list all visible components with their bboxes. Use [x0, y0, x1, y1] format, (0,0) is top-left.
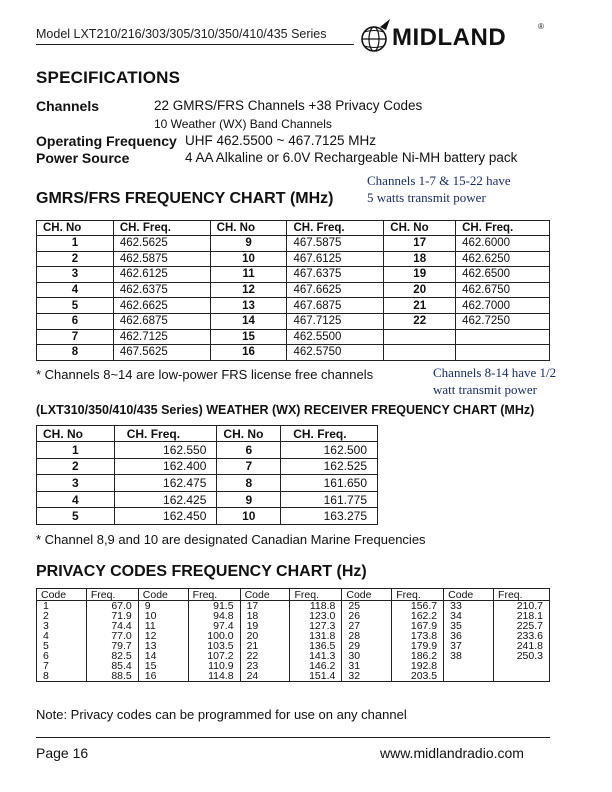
privacy-frequency: 123.0	[290, 611, 342, 621]
channel-number: 3	[37, 475, 115, 492]
table-row	[37, 475, 378, 492]
annotation-line: 5 watts transmit power	[367, 190, 486, 205]
channel-frequency: 467.5875	[287, 236, 384, 252]
privacy-frequency: 77.0	[86, 631, 138, 641]
table-row	[37, 267, 550, 283]
channels-value: 22 GMRS/FRS Channels +38 Privacy Codes	[154, 98, 423, 113]
power-source-value: 4 AA Alkaline or 6.0V Rechargeable Ni-MH battery pack	[185, 150, 518, 165]
privacy-code: 17	[240, 601, 290, 612]
column-header: CH. Freq.	[114, 426, 217, 442]
privacy-frequency: 97.4	[188, 621, 240, 631]
privacy-frequency: 100.0	[188, 631, 240, 641]
table-row	[37, 236, 550, 252]
privacy-frequency: 94.8	[188, 611, 240, 621]
channel-number: 18	[384, 251, 456, 267]
channel-frequency: 162.450	[114, 508, 217, 525]
channel-number: 9	[217, 491, 281, 508]
privacy-frequency: 151.4	[290, 671, 342, 682]
table-row	[37, 251, 550, 267]
table-row	[37, 458, 378, 475]
privacy-frequency: 225.7	[494, 621, 550, 631]
privacy-frequency	[494, 671, 550, 682]
gmrs-frequency-table	[36, 220, 550, 361]
channel-number	[384, 329, 456, 345]
channel-number: 12	[210, 282, 287, 298]
privacy-frequency: 218.1	[494, 611, 550, 621]
privacy-code: 32	[342, 671, 392, 682]
model-series-title: Model LXT210/216/303/305/310/350/410/435 Series	[36, 27, 327, 41]
column-header: CH. No	[384, 221, 456, 236]
privacy-frequency: 233.6	[494, 631, 550, 641]
channel-frequency: 462.6000	[456, 236, 550, 252]
channel-number: 1	[37, 442, 115, 459]
column-header: CH. No	[217, 426, 281, 442]
column-header: Code	[444, 589, 494, 601]
channel-frequency: 162.500	[281, 442, 378, 459]
weather-footnote: * Channel 8,9 and 10 are designated Canadian Marine Frequencies	[36, 532, 426, 547]
privacy-frequency: 179.9	[392, 641, 444, 651]
channel-number: 2	[37, 251, 114, 267]
column-header: CH. No	[37, 426, 115, 442]
channel-number: 15	[210, 329, 287, 345]
privacy-code: 33	[444, 601, 494, 612]
channel-frequency: 462.6125	[113, 267, 210, 283]
column-header: Code	[240, 589, 290, 601]
privacy-frequency: 162.2	[392, 611, 444, 621]
privacy-frequency: 85.4	[86, 661, 138, 671]
channel-frequency: 462.5500	[287, 329, 384, 345]
table-header-row	[37, 221, 550, 236]
privacy-code: 16	[138, 671, 188, 682]
table-row	[37, 298, 550, 314]
channel-number: 8	[37, 345, 114, 361]
channel-number: 13	[210, 298, 287, 314]
channel-number: 11	[210, 267, 287, 283]
column-header: Code	[138, 589, 188, 601]
privacy-frequency: 141.3	[290, 651, 342, 661]
column-header: Code	[342, 589, 392, 601]
column-header: Freq.	[290, 589, 342, 601]
annotation-line: watt transmit power	[433, 382, 537, 397]
privacy-code: 1	[37, 601, 87, 612]
privacy-code: 4	[37, 631, 87, 641]
privacy-frequency: 71.9	[86, 611, 138, 621]
table-header-row	[37, 426, 378, 442]
channel-number: 19	[384, 267, 456, 283]
channel-frequency: 467.6375	[287, 267, 384, 283]
column-header: Freq.	[494, 589, 550, 601]
privacy-code: 31	[342, 661, 392, 671]
channel-frequency: 462.5625	[113, 236, 210, 252]
channel-number: 10	[210, 251, 287, 267]
privacy-frequency: 110.9	[188, 661, 240, 671]
column-header: CH. No	[210, 221, 287, 236]
channel-frequency: 162.475	[114, 475, 217, 492]
column-header: Freq.	[86, 589, 138, 601]
privacy-frequency: 186.2	[392, 651, 444, 661]
channel-number: 1	[37, 236, 114, 252]
channel-frequency: 467.5625	[113, 345, 210, 361]
channel-number: 3	[37, 267, 114, 283]
channel-frequency: 467.6875	[287, 298, 384, 314]
privacy-frequency: 156.7	[392, 601, 444, 612]
low-power-annotation	[433, 364, 556, 398]
power-source-label: Power Source	[36, 150, 130, 166]
privacy-code: 15	[138, 661, 188, 671]
channel-frequency	[456, 329, 550, 345]
header-divider	[36, 44, 354, 45]
privacy-code: 27	[342, 621, 392, 631]
channel-frequency: 467.7125	[287, 313, 384, 329]
weather-frequency-table	[36, 425, 378, 525]
privacy-code	[444, 671, 494, 682]
channel-frequency: 462.6750	[456, 282, 550, 298]
table-row	[37, 671, 550, 682]
privacy-frequency: 114.8	[188, 671, 240, 682]
privacy-code: 12	[138, 631, 188, 641]
privacy-code: 21	[240, 641, 290, 651]
privacy-code: 9	[138, 601, 188, 612]
privacy-code: 5	[37, 641, 87, 651]
channel-number: 21	[384, 298, 456, 314]
table-row	[37, 442, 378, 459]
privacy-frequency: 103.5	[188, 641, 240, 651]
privacy-frequency: 79.7	[86, 641, 138, 651]
privacy-code: 20	[240, 631, 290, 641]
privacy-code: 26	[342, 611, 392, 621]
privacy-frequency: 146.2	[290, 661, 342, 671]
channel-number: 9	[210, 236, 287, 252]
channel-frequency: 462.6500	[456, 267, 550, 283]
gmrs-chart-heading: GMRS/FRS FREQUENCY CHART (MHz)	[36, 190, 334, 207]
channel-number: 4	[37, 491, 115, 508]
channels-label: Channels	[36, 98, 100, 114]
privacy-code: 22	[240, 651, 290, 661]
privacy-code: 2	[37, 611, 87, 621]
table-row	[37, 329, 550, 345]
privacy-code: 3	[37, 621, 87, 631]
column-header: CH. No	[37, 221, 114, 236]
privacy-code: 37	[444, 641, 494, 651]
privacy-frequency: 107.2	[188, 651, 240, 661]
channel-frequency: 462.6875	[113, 313, 210, 329]
channel-frequency: 162.550	[114, 442, 217, 459]
annotation-line: Channels 1-7 & 15-22 have	[367, 173, 511, 188]
privacy-code: 7	[37, 661, 87, 671]
weather-chart-heading: (LXT310/350/410/435 Series) WEATHER (WX) RECEIVER FREQUENCY CHART (MHz)	[36, 403, 535, 417]
privacy-frequency: 136.5	[290, 641, 342, 651]
privacy-code: 13	[138, 641, 188, 651]
privacy-code: 28	[342, 631, 392, 641]
privacy-code: 18	[240, 611, 290, 621]
channel-frequency: 462.7000	[456, 298, 550, 314]
privacy-code: 29	[342, 641, 392, 651]
footer-divider	[36, 737, 550, 738]
channel-number: 22	[384, 313, 456, 329]
channel-frequency: 162.525	[281, 458, 378, 475]
privacy-code: 38	[444, 651, 494, 661]
table-row	[37, 282, 550, 298]
table-header-row	[37, 589, 550, 601]
channel-frequency: 163.275	[281, 508, 378, 525]
weather-channels-value: 10 Weather (WX) Band Channels	[154, 117, 332, 131]
channel-frequency: 462.7125	[113, 329, 210, 345]
privacy-frequency: 74.4	[86, 621, 138, 631]
privacy-frequency: 127.3	[290, 621, 342, 631]
privacy-frequency: 250.3	[494, 651, 550, 661]
privacy-code: 25	[342, 601, 392, 612]
website-link[interactable]: www.midlandradio.com	[380, 745, 524, 761]
page-number: Page 16	[36, 745, 89, 761]
table-row	[37, 345, 550, 361]
column-header: Freq.	[392, 589, 444, 601]
column-header: Freq.	[188, 589, 240, 601]
privacy-code: 6	[37, 651, 87, 661]
table-row	[37, 313, 550, 329]
channel-number: 10	[217, 508, 281, 525]
privacy-code: 35	[444, 621, 494, 631]
privacy-code: 19	[240, 621, 290, 631]
channel-frequency	[456, 345, 550, 361]
privacy-code: 8	[37, 671, 87, 682]
channel-frequency: 467.6625	[287, 282, 384, 298]
midland-logo	[360, 18, 556, 58]
privacy-code: 10	[138, 611, 188, 621]
column-header: CH. Freq.	[113, 221, 210, 236]
privacy-frequency: 131.8	[290, 631, 342, 641]
privacy-frequency: 192.8	[392, 661, 444, 671]
specifications-heading: SPECIFICATIONS	[36, 68, 181, 87]
brand-name: MIDLAND	[392, 24, 507, 51]
privacy-code: 24	[240, 671, 290, 682]
channel-frequency: 162.400	[114, 458, 217, 475]
gmrs-footnote: * Channels 8~14 are low-power FRS license free channels	[36, 367, 374, 382]
globe-icon	[360, 18, 392, 56]
channel-number: 5	[37, 298, 114, 314]
channel-number: 6	[37, 313, 114, 329]
channel-number: 7	[37, 329, 114, 345]
operating-frequency-label: Operating Frequency	[36, 133, 177, 149]
privacy-code: 11	[138, 621, 188, 631]
channel-number: 8	[217, 475, 281, 492]
operating-frequency-value: UHF 462.5500 ~ 467.7125 MHz	[185, 133, 376, 148]
privacy-code: 34	[444, 611, 494, 621]
channel-frequency: 462.5750	[287, 345, 384, 361]
privacy-frequency: 91.5	[188, 601, 240, 612]
channel-number	[384, 345, 456, 361]
privacy-frequency: 82.5	[86, 651, 138, 661]
annotation-line: Channels 8-14 have 1/2	[433, 365, 557, 380]
channel-frequency: 462.5875	[113, 251, 210, 267]
channel-number: 4	[37, 282, 114, 298]
privacy-frequency: 167.9	[392, 621, 444, 631]
channel-number: 14	[210, 313, 287, 329]
channel-frequency: 467.6125	[287, 251, 384, 267]
privacy-frequency: 118.8	[290, 601, 342, 612]
column-header: CH. Freq.	[281, 426, 378, 442]
column-header: CH. Freq.	[287, 221, 384, 236]
channel-number: 17	[384, 236, 456, 252]
channel-number: 16	[210, 345, 287, 361]
channel-number: 20	[384, 282, 456, 298]
privacy-frequency: 173.8	[392, 631, 444, 641]
column-header: CH. Freq.	[456, 221, 550, 236]
channel-frequency: 462.6250	[456, 251, 550, 267]
channel-frequency: 161.775	[281, 491, 378, 508]
privacy-frequency: 88.5	[86, 671, 138, 682]
table-row	[37, 491, 378, 508]
privacy-chart-heading: PRIVACY CODES FREQUENCY CHART (Hz)	[36, 563, 367, 580]
privacy-code	[444, 661, 494, 671]
privacy-code: 30	[342, 651, 392, 661]
privacy-frequency: 203.5	[392, 671, 444, 682]
privacy-frequency	[494, 661, 550, 671]
table-row	[37, 508, 378, 525]
channel-frequency: 462.6375	[113, 282, 210, 298]
privacy-frequency: 241.8	[494, 641, 550, 651]
registered-mark: ®	[538, 22, 544, 31]
privacy-codes-table	[36, 588, 550, 682]
channel-frequency: 161.650	[281, 475, 378, 492]
channel-frequency: 462.7250	[456, 313, 550, 329]
privacy-note: Note: Privacy codes can be programmed for use on any channel	[36, 707, 407, 722]
channel-number: 2	[37, 458, 115, 475]
privacy-code: 23	[240, 661, 290, 671]
privacy-code: 14	[138, 651, 188, 661]
high-power-annotation	[367, 172, 511, 206]
column-header: Code	[37, 589, 87, 601]
channel-frequency: 162.425	[114, 491, 217, 508]
privacy-code: 36	[444, 631, 494, 641]
channel-number: 7	[217, 458, 281, 475]
channel-number: 6	[217, 442, 281, 459]
privacy-frequency: 67.0	[86, 601, 138, 612]
channel-frequency: 462.6625	[113, 298, 210, 314]
privacy-frequency: 210.7	[494, 601, 550, 612]
channel-number: 5	[37, 508, 115, 525]
